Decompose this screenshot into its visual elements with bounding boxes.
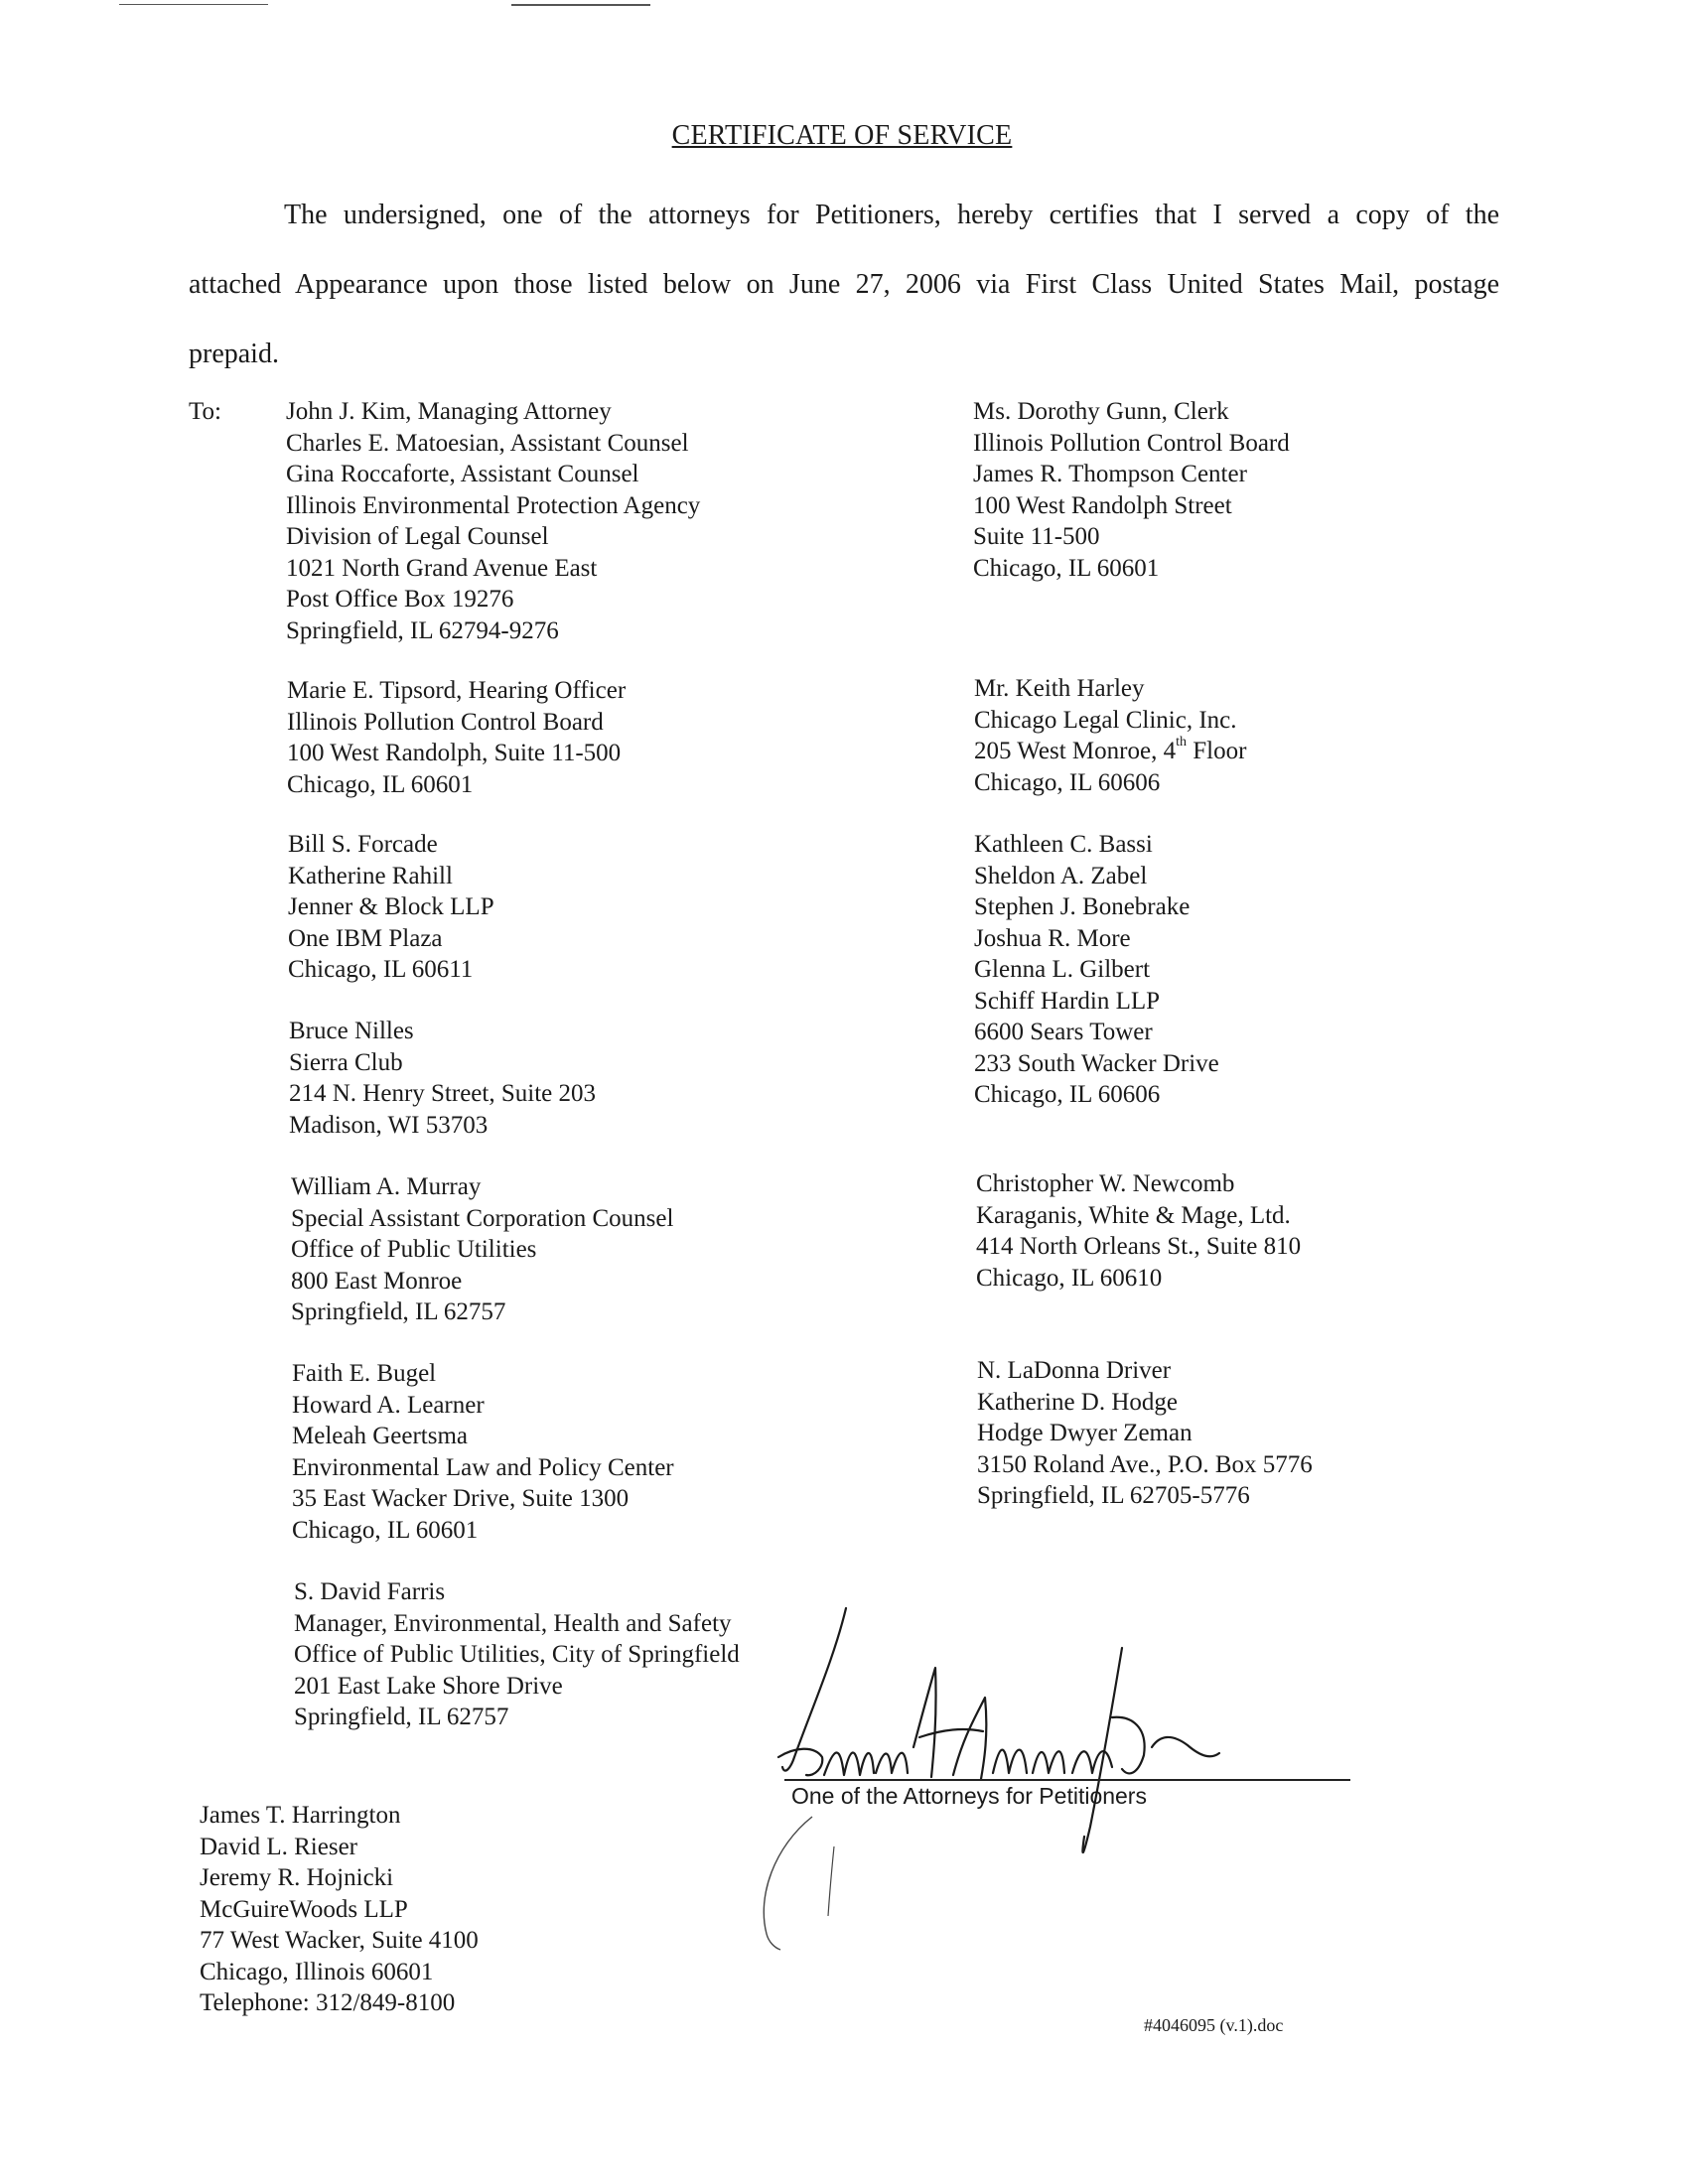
address-block-springfield-utilities (294, 1576, 740, 1733)
ordinal-suffix: th (1176, 735, 1187, 750)
address-line: 201 East Lake Shore Drive (294, 1672, 563, 1700)
address-line: Bruce Nilles (289, 1018, 414, 1044)
address-line: Howard A. Learner (292, 1391, 485, 1419)
address-block-public-utilities (291, 1171, 673, 1328)
address-line: Chicago, IL 60610 (976, 1264, 1163, 1292)
signature-line (784, 1779, 1350, 1781)
to-label: To: (189, 398, 221, 425)
address-line: Springfield, IL 62705-5776 (977, 1482, 1250, 1509)
address-block-jenner-block (288, 829, 494, 986)
counsel-line: McGuireWoods LLP (200, 1895, 408, 1923)
address-line: 6600 Sears Tower (974, 1019, 1153, 1045)
address-line: Hodge Dwyer Zeman (977, 1420, 1193, 1446)
address-line-text: 205 West Monroe, 4 (974, 738, 1177, 764)
address-line: Gina Roccaforte, Assistant Counsel (286, 461, 639, 487)
address-line: Glenna L. Gilbert (974, 956, 1151, 983)
address-line: 214 N. Henry Street, Suite 203 (289, 1080, 596, 1107)
address-line: Sierra Club (289, 1048, 403, 1076)
address-block-hearing-officer (287, 675, 626, 800)
address-line: Schiff Hardin LLP (974, 987, 1161, 1015)
address-line: Karaganis, White & Mage, Ltd. (976, 1201, 1291, 1229)
counsel-line: Chicago, Illinois 60601 (200, 1958, 434, 1985)
counsel-line: Telephone: 312/849-8100 (200, 1989, 456, 2016)
address-line: 414 North Orleans St., Suite 810 (976, 1233, 1302, 1260)
address-line (974, 736, 1246, 767)
counsel-line: Jeremy R. Hojnicki (200, 1864, 394, 1891)
address-line: Chicago Legal Clinic, Inc. (974, 706, 1237, 734)
address-line: Chicago, IL 60611 (288, 956, 474, 983)
paragraph-line: attached Appearance upon those listed below on June 27, 2006 via First Class United States Mail, postage (189, 269, 1499, 300)
address-block-karaganis (976, 1168, 1301, 1294)
counsel-line: David L. Rieser (200, 1833, 357, 1860)
counsel-line: James T. Harrington (200, 1802, 401, 1829)
address-line: Jenner & Block LLP (288, 893, 494, 920)
address-line: Chicago, IL 60601 (287, 770, 474, 798)
address-block-legal-clinic (974, 673, 1246, 798)
address-line: Charles E. Matoesian, Assistant Counsel (286, 429, 689, 457)
address-block-elpc (292, 1358, 674, 1546)
address-line: Suite 11-500 (973, 523, 1100, 550)
address-line: Faith E. Bugel (292, 1360, 437, 1387)
address-line: Illinois Pollution Control Board (973, 429, 1290, 457)
address-line: Illinois Environmental Protection Agency (286, 491, 701, 519)
address-line: Christopher W. Newcomb (976, 1170, 1235, 1197)
address-line: William A. Murray (291, 1173, 482, 1200)
address-line: Chicago, IL 60601 (973, 554, 1160, 582)
address-line: 1021 North Grand Avenue East (286, 554, 598, 582)
address-line-text: Floor (1186, 738, 1247, 764)
address-line: Environmental Law and Policy Center (292, 1453, 674, 1481)
address-line: 35 East Wacker Drive, Suite 1300 (292, 1485, 630, 1512)
address-line: Meleah Geertsma (292, 1423, 469, 1449)
address-line: Chicago, IL 60601 (292, 1516, 479, 1544)
address-line: Katherine D. Hodge (977, 1388, 1179, 1416)
handwritten-signature (695, 1598, 1370, 1956)
counsel-block (200, 1800, 479, 2019)
address-line: Office of Public Utilities, City of Springfield (294, 1641, 740, 1668)
address-line: 233 South Wacker Drive (974, 1049, 1219, 1077)
address-block-clerk (973, 396, 1290, 584)
address-line: Office of Public Utilities (291, 1236, 537, 1263)
address-line: John J. Kim, Managing Attorney (286, 398, 612, 425)
address-line: Chicago, IL 60606 (974, 768, 1161, 796)
address-line: 3150 Roland Ave., P.O. Box 5776 (977, 1450, 1313, 1478)
address-line: Katherine Rahill (288, 862, 453, 889)
address-line: Mr. Keith Harley (974, 675, 1145, 702)
address-line: Marie E. Tipsord, Hearing Officer (287, 677, 627, 704)
address-line: Stephen J. Bonebrake (974, 893, 1191, 920)
address-line: Chicago, IL 60606 (974, 1081, 1161, 1108)
address-line: N. LaDonna Driver (977, 1357, 1172, 1384)
counsel-line: 77 West Wacker, Suite 4100 (200, 1927, 479, 1954)
address-line: Springfield, IL 62757 (291, 1298, 506, 1325)
address-line: Bill S. Forcade (288, 831, 438, 858)
address-line: James R. Thompson Center (973, 461, 1247, 487)
document-title: CERTIFICATE OF SERVICE (671, 120, 1013, 151)
address-line: Joshua R. More (974, 924, 1131, 952)
address-line: 100 West Randolph, Suite 11-500 (287, 740, 622, 766)
address-line: One IBM Plaza (288, 924, 443, 952)
scan-artifact-line (119, 4, 268, 5)
address-line: Special Assistant Corporation Counsel (291, 1204, 674, 1232)
address-block-schiff-hardin (974, 829, 1219, 1111)
address-line: Manager, Environmental, Health and Safety (294, 1609, 732, 1637)
address-line: 800 East Monroe (291, 1267, 463, 1295)
address-line: Illinois Pollution Control Board (287, 708, 604, 736)
signature-caption: One of the Attorneys for Petitioners (791, 1783, 1147, 1809)
address-line: Madison, WI 53703 (289, 1111, 489, 1139)
address-line: Sheldon A. Zabel (974, 862, 1148, 889)
address-block-iepa (286, 396, 700, 646)
address-line: Springfield, IL 62794-9276 (286, 616, 559, 644)
paragraph-line: prepaid. (189, 339, 279, 369)
address-line: Ms. Dorothy Gunn, Clerk (973, 398, 1229, 425)
address-line: Kathleen C. Bassi (974, 831, 1153, 858)
address-block-hodge-dwyer (977, 1355, 1313, 1512)
document-id: #4046095 (v.1).doc (1144, 2015, 1284, 2035)
address-line: Division of Legal Counsel (286, 523, 549, 550)
address-line: Post Office Box 19276 (286, 586, 514, 613)
address-block-sierra-club (289, 1016, 596, 1141)
address-line: S. David Farris (294, 1578, 446, 1605)
scan-artifact-line (511, 4, 650, 6)
paragraph-line: The undersigned, one of the attorneys for Petitioners, hereby certifies that I served a copy of the (284, 200, 1499, 230)
certification-paragraph (189, 181, 1499, 389)
address-line: Springfield, IL 62757 (294, 1704, 509, 1730)
address-line: 100 West Randolph Street (973, 491, 1232, 519)
